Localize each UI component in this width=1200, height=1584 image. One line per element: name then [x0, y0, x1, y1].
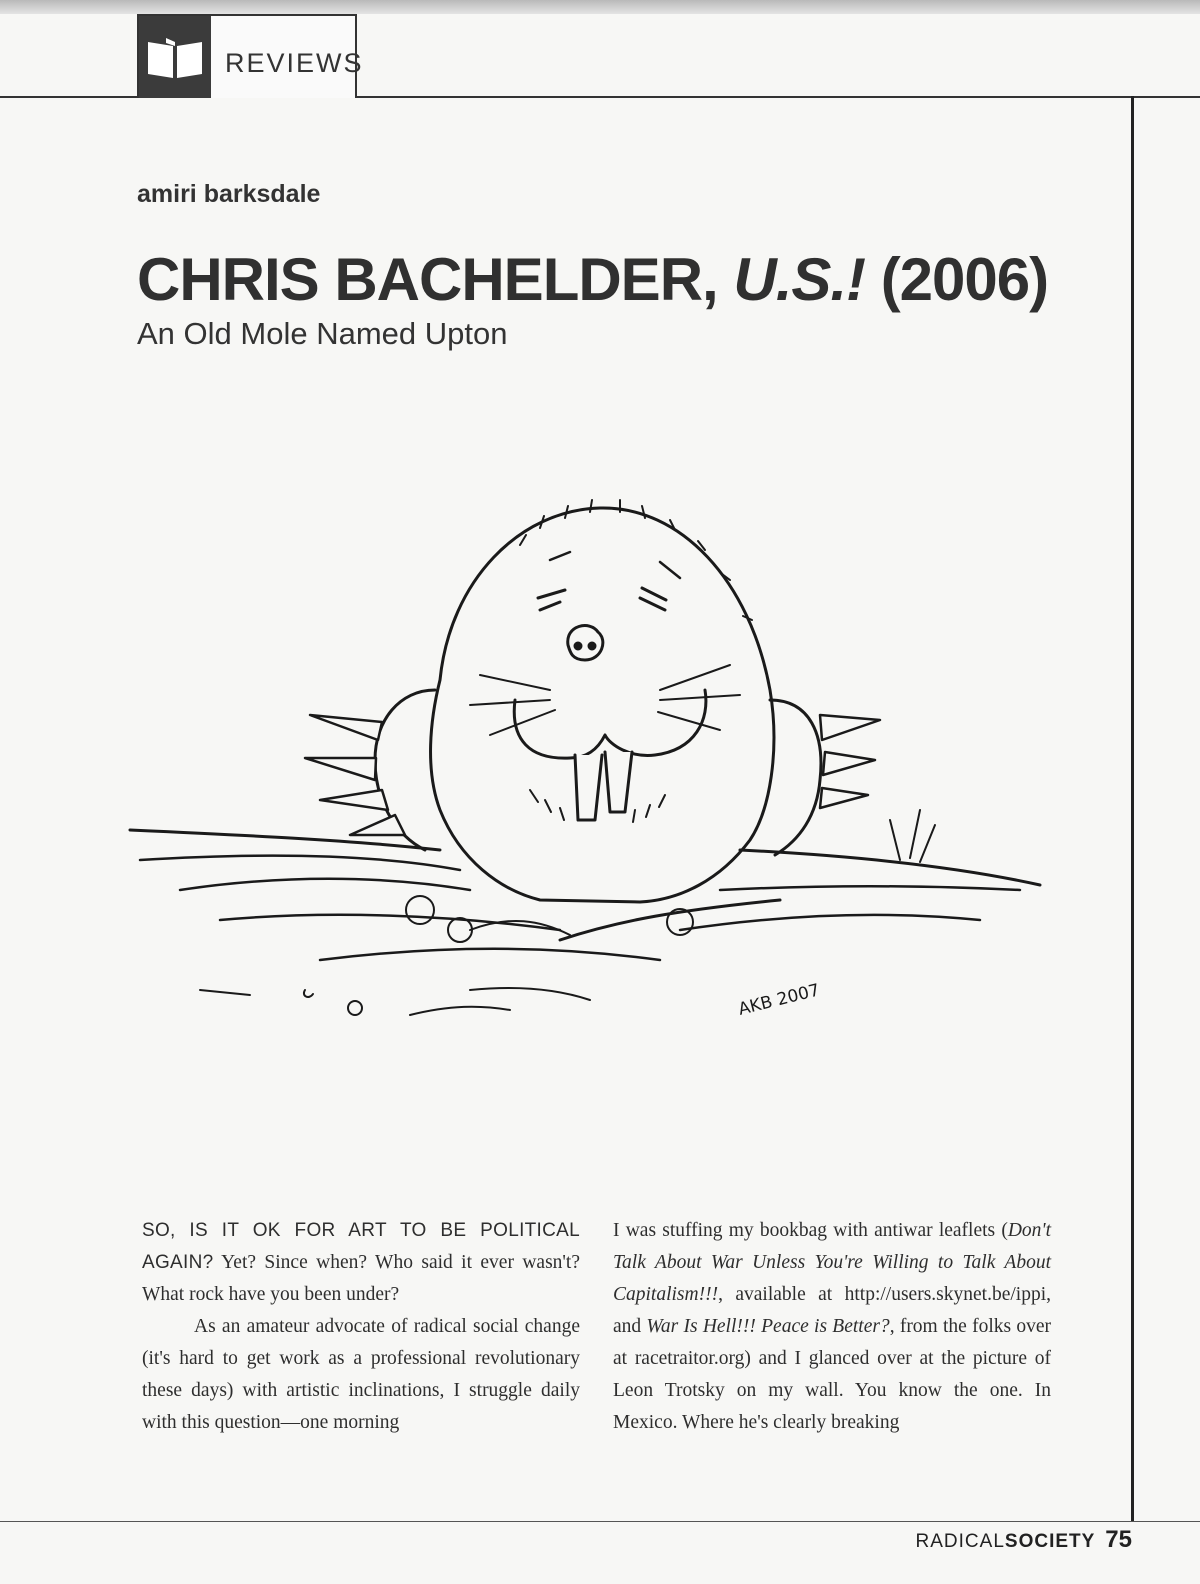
article-title: [137, 245, 1048, 314]
right-margin-rule: [1131, 96, 1134, 1521]
right-text-2: , available at http://users.skynet.be/ippi, and: [613, 1284, 1051, 1337]
section-header-tab: [137, 14, 364, 98]
left-paragraph-1: Yet? Since when? Who said it ever wasn't? What rock have you been under?: [142, 1252, 580, 1305]
body-column-right: [613, 1215, 1051, 1439]
article-subtitle: An Old Mole Named Upton: [137, 316, 508, 351]
title-book: U.S.!: [733, 246, 866, 313]
footer-brand-society: SOCIETY: [1004, 1531, 1096, 1552]
leaflet-title-1: Don't Talk About War Unless You're Willing to Talk About Capitalism!!!: [613, 1220, 1051, 1305]
leaflet-title-2: War Is Hell!!! Peace is Better?: [646, 1316, 890, 1337]
page-top-shade: [0, 0, 1200, 14]
title-author: CHRIS BACHELDER,: [137, 246, 734, 313]
lead-question: SO, IS IT OK FOR ART TO BE POLITICAL AGAIN?: [142, 1220, 580, 1273]
footer-rule: [0, 1521, 1200, 1522]
open-book-icon: [144, 36, 206, 80]
right-text-3: , from the folks over at racetraitor.org) and I glanced over at the picture of Leon Trotsky on my wall. You know the one. In Mexico. Where he's clearly breaking: [613, 1316, 1051, 1433]
book-icon-box: [139, 16, 211, 98]
body-column-left: [142, 1215, 580, 1439]
title-year: (2006): [865, 246, 1049, 313]
right-text-1: I was stuffing my bookbag with antiwar leaflets (: [613, 1220, 1008, 1241]
mole-illustration: [120, 490, 1050, 1040]
author-name: amiri barksdale: [137, 180, 321, 208]
left-paragraph-2: As an amateur advocate of radical social change (it's hard to get work as a professional revolutionary these days) with artistic inclinations, I struggle daily with this question—one morning: [142, 1316, 580, 1433]
section-label: REVIEWS: [225, 48, 364, 78]
page-number: 75: [1105, 1526, 1132, 1553]
page-footer: [916, 1526, 1132, 1554]
footer-brand-radical: RADICAL: [915, 1531, 1005, 1552]
illustration-signature: AKB 2007: [736, 980, 822, 1020]
